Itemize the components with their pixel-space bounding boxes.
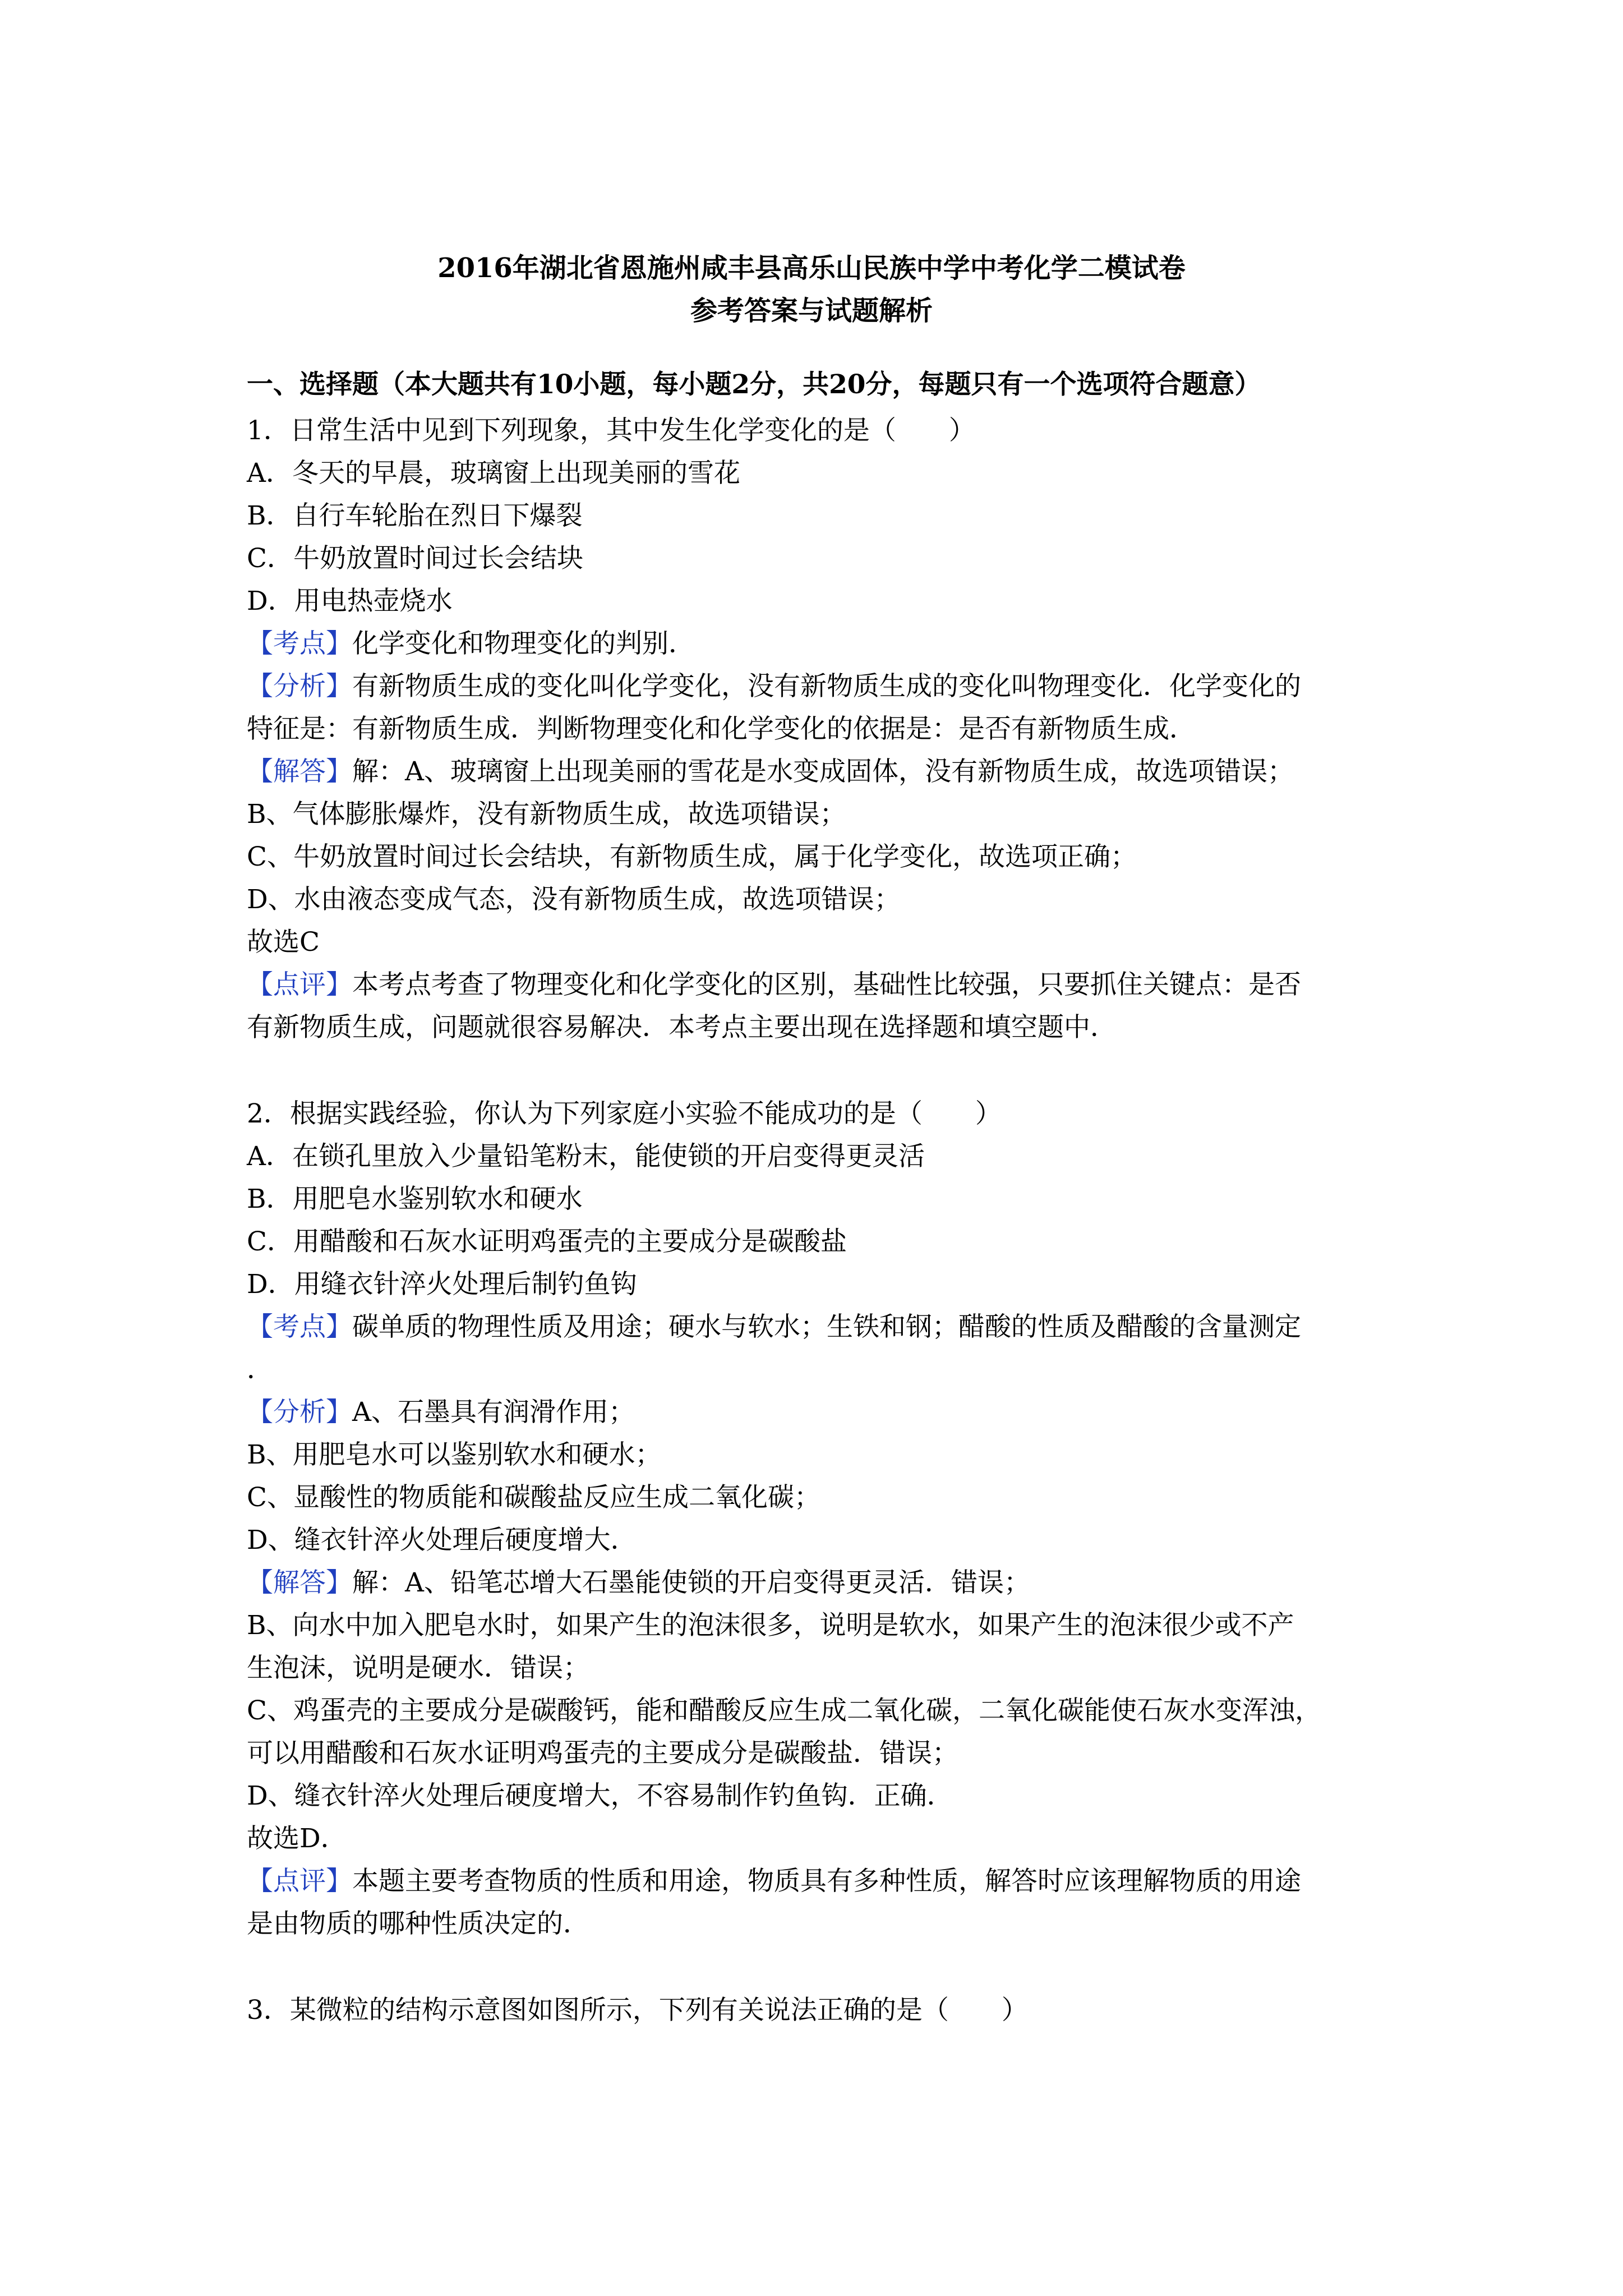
section-heading: 一、选择题（本大题共有10小题，每小题2分，共20分，每题只有一个选项符合题意）	[247, 369, 1261, 400]
jieda-line-cont: 生泡沫，说明是硬水．错误；	[247, 1653, 589, 1683]
fenxi-text: 有新物质生成的变化叫化学变化，没有新物质生成的变化叫物理变化．化学变化的	[352, 671, 1301, 702]
page-title: 2016年湖北省恩施州咸丰县高乐山民族中学中考化学二模试卷	[437, 252, 1186, 284]
kaodian-tag: 【考点】	[247, 1312, 352, 1342]
option-d: D．用电热壶烧水	[247, 586, 453, 616]
dianping-line	[247, 1865, 1301, 1898]
option-a: A．冬天的早晨，玻璃窗上出现美丽的雪花	[247, 458, 740, 489]
answer-line: 故选D．	[247, 1823, 347, 1854]
dianping-tag: 【点评】	[247, 969, 352, 1000]
answer-line: 故选C	[247, 927, 320, 958]
dianping-text: 本考点考查了物理变化和化学变化的区别，基础性比较强，只要抓住关键点：是否	[352, 969, 1301, 1000]
jieda-line-cont: D、缝衣针淬火处理后硬度增大，不容易制作钓鱼钩．正确．	[247, 1780, 953, 1811]
kaodian-line-cont: ．	[247, 1354, 273, 1385]
kaodian-text: 碳单质的物理性质及用途；硬水与软水；生铁和钢；醋酸的性质及醋酸的含量测定	[352, 1312, 1301, 1342]
kaodian-line	[247, 1310, 1301, 1344]
jieda-line-cont: B、气体膨胀爆炸，没有新物质生成，故选项错误；	[247, 799, 846, 830]
fenxi-line-cont: 特征是：有新物质生成．判断物理变化和化学变化的依据是：是否有新物质生成．	[247, 714, 1196, 744]
dianping-line-cont: 有新物质生成，问题就很容易解决．本考点主要出现在选择题和填空题中．	[247, 1012, 1117, 1043]
question-stem: 1．日常生活中见到下列现象，其中发生化学变化的是（ ）	[247, 415, 975, 446]
fenxi-tag: 【分析】	[247, 671, 352, 702]
dianping-tag: 【点评】	[247, 1866, 352, 1897]
jieda-text: 解：A、玻璃窗上出现美丽的雪花是水变成固体，没有新物质生成，故选项错误；	[352, 756, 1294, 787]
fenxi-text: A、石墨具有润滑作用；	[352, 1397, 635, 1428]
jieda-tag: 【解答】	[247, 1567, 352, 1598]
option-b: B．自行车轮胎在烈日下爆裂	[247, 500, 583, 531]
jieda-text: 解：A、铅笔芯增大石墨能使锁的开启变得更灵活．错误；	[352, 1567, 1030, 1598]
jieda-line-cont: 可以用醋酸和石灰水证明鸡蛋壳的主要成分是碳酸盐．错误；	[247, 1738, 958, 1769]
fenxi-tag: 【分析】	[247, 1397, 352, 1428]
option-c: C．牛奶放置时间过长会结块	[247, 543, 583, 574]
kaodian-text: 化学变化和物理变化的判别．	[352, 628, 695, 659]
jieda-line-cont: C、鸡蛋壳的主要成分是碳酸钙，能和醋酸反应生成二氧化碳，二氧化碳能使石灰水变浑浊，	[247, 1695, 1321, 1726]
jieda-line-cont: D、水由液态变成气态，没有新物质生成，故选项错误；	[247, 884, 901, 915]
dianping-line-cont: 是由物质的哪种性质决定的．	[247, 1908, 589, 1939]
dianping-text: 本题主要考查物质的性质和用途，物质具有多种性质，解答时应该理解物质的用途	[352, 1866, 1301, 1897]
jieda-tag: 【解答】	[247, 756, 352, 787]
option-a: A．在锁孔里放入少量铅笔粉末，能使锁的开启变得更灵活	[247, 1141, 925, 1172]
jieda-line-cont: C、牛奶放置时间过长会结块，有新物质生成，属于化学变化，故选项正确；	[247, 841, 1137, 872]
question-stem: 3．某微粒的结构示意图如图所示，下列有关说法正确的是（ ）	[247, 1995, 1028, 2026]
kaodian-line	[247, 627, 695, 661]
kaodian-tag: 【考点】	[247, 628, 352, 659]
dianping-line	[247, 968, 1301, 1002]
jieda-line-cont: B、向水中加入肥皂水时，如果产生的泡沫很多，说明是软水，如果产生的泡沫很少或不产	[247, 1610, 1294, 1641]
page-subtitle: 参考答案与试题解析	[690, 295, 933, 326]
option-d: D．用缝衣针淬火处理后制钓鱼钩	[247, 1269, 637, 1300]
fenxi-line-cont: C、显酸性的物质能和碳酸盐反应生成二氧化碳；	[247, 1482, 820, 1513]
option-c: C．用醋酸和石灰水证明鸡蛋壳的主要成分是碳酸盐	[247, 1226, 847, 1257]
option-b: B．用肥皂水鉴别软水和硬水	[247, 1184, 583, 1214]
fenxi-line-cont: D、缝衣针淬火处理后硬度增大．	[247, 1525, 637, 1556]
jieda-line	[247, 755, 1294, 789]
fenxi-line-cont: B、用肥皂水可以鉴别软水和硬水；	[247, 1439, 662, 1470]
fenxi-line	[247, 670, 1301, 703]
question-stem: 2．根据实践经验，你认为下列家庭小实验不能成功的是（ ）	[247, 1098, 1002, 1129]
fenxi-line	[247, 1396, 635, 1429]
jieda-line	[247, 1566, 1030, 1600]
